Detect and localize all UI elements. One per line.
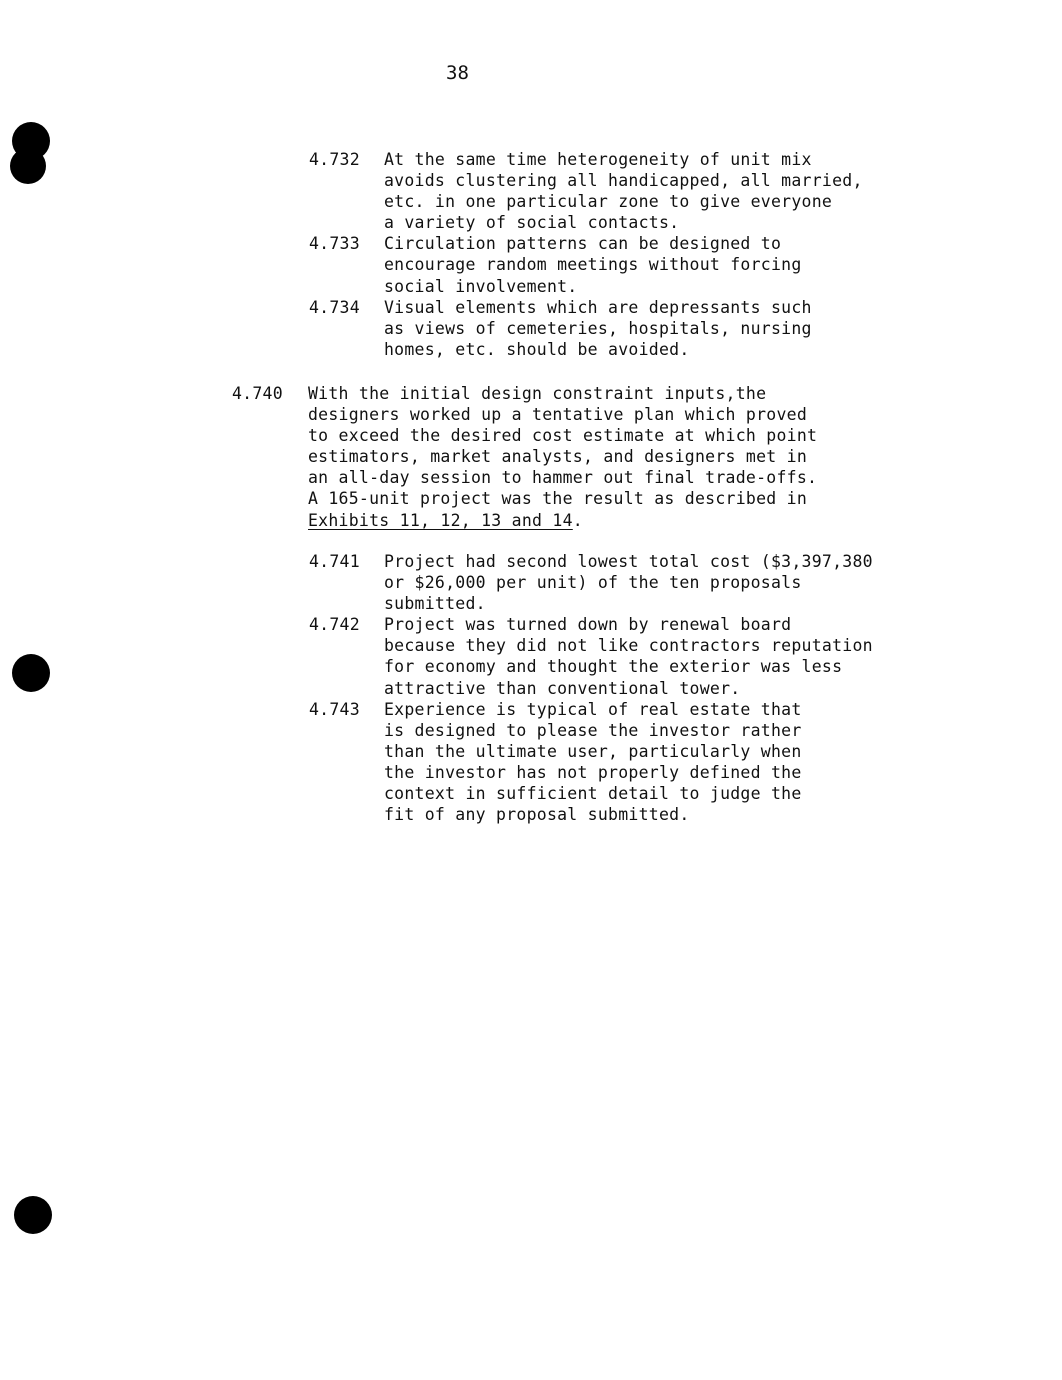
item-number: 4.741 <box>309 552 360 571</box>
item-number: 4.734 <box>309 297 360 317</box>
section-4-74-subitems <box>309 551 873 825</box>
item-text-line: Experience is typical of real estate that <box>384 699 802 719</box>
numbered-item <box>309 699 873 826</box>
section-4-73-subitems <box>309 149 863 360</box>
section-4-740 <box>232 383 817 531</box>
item-text-line: for economy and thought the exterior was less <box>384 657 843 677</box>
item-text-line: A 165-unit project was the result as described in <box>308 489 808 509</box>
item-text-line: estimators, market analysts, and designers met in <box>308 447 808 467</box>
item-text-line: a variety of social contacts. <box>384 213 680 233</box>
item-text-line: attractive than conventional tower. <box>384 678 741 698</box>
item-text-line: Project had second lowest total cost ($3,397,380 <box>384 552 873 571</box>
page-number: 38 <box>446 62 469 84</box>
numbered-item <box>309 233 863 296</box>
exhibits-reference-line <box>308 510 817 531</box>
item-number: 4.743 <box>309 699 360 719</box>
item-text-line: the investor has not properly defined the <box>384 762 802 782</box>
item-number: 4.733 <box>309 234 360 254</box>
item-text-line: Circulation patterns can be designed to <box>384 234 782 254</box>
sentence-end: . <box>572 510 583 530</box>
item-text-line: encourage random meetings without forcing <box>384 255 802 275</box>
item-number: 4.742 <box>309 615 360 635</box>
item-text-line: as views of cemeteries, hospitals, nursing <box>384 318 812 338</box>
exhibits-reference: Exhibits 11, 12, 13 and 14 <box>308 510 573 530</box>
item-text-line: than the ultimate user, particularly when <box>384 741 802 761</box>
item-number: 4.732 <box>309 150 360 169</box>
item-text-line: is designed to please the investor rather <box>384 720 802 740</box>
numbered-item <box>309 149 863 233</box>
numbered-item <box>309 551 873 614</box>
item-number: 4.740 <box>232 384 283 403</box>
numbered-item <box>309 297 863 360</box>
item-text-line: or $26,000 per unit) of the ten proposals <box>384 573 802 593</box>
item-text-line: submitted. <box>384 594 486 614</box>
item-text-line: Project was turned down by renewal board <box>384 615 792 635</box>
numbered-item <box>232 383 817 531</box>
item-text-line: fit of any proposal submitted. <box>384 805 690 825</box>
item-text-line: avoids clustering all handicapped, all married, <box>384 171 863 191</box>
item-text-line: context in sufficient detail to judge the <box>384 784 802 804</box>
item-text-line: designers worked up a tentative plan which proved <box>308 405 808 425</box>
item-text-line: etc. in one particular zone to give everyone <box>384 192 833 212</box>
numbered-item <box>309 614 873 698</box>
item-text-line: At the same time heterogeneity of unit mix <box>384 150 812 169</box>
binder-hole <box>12 654 50 692</box>
item-text-line: to exceed the desired cost estimate at which point <box>308 426 818 446</box>
binder-hole <box>14 1196 52 1234</box>
binder-hole <box>10 148 46 184</box>
item-text-line: because they did not like contractors reputation <box>384 636 873 656</box>
item-text-line: an all-day session to hammer out final trade-offs. <box>308 468 818 488</box>
item-text-line: homes, etc. should be avoided. <box>384 339 690 359</box>
item-text-line: social involvement. <box>384 276 578 296</box>
item-text-line: Visual elements which are depressants such <box>384 297 812 317</box>
item-text-line: With the initial design constraint inputs,the <box>308 384 767 403</box>
